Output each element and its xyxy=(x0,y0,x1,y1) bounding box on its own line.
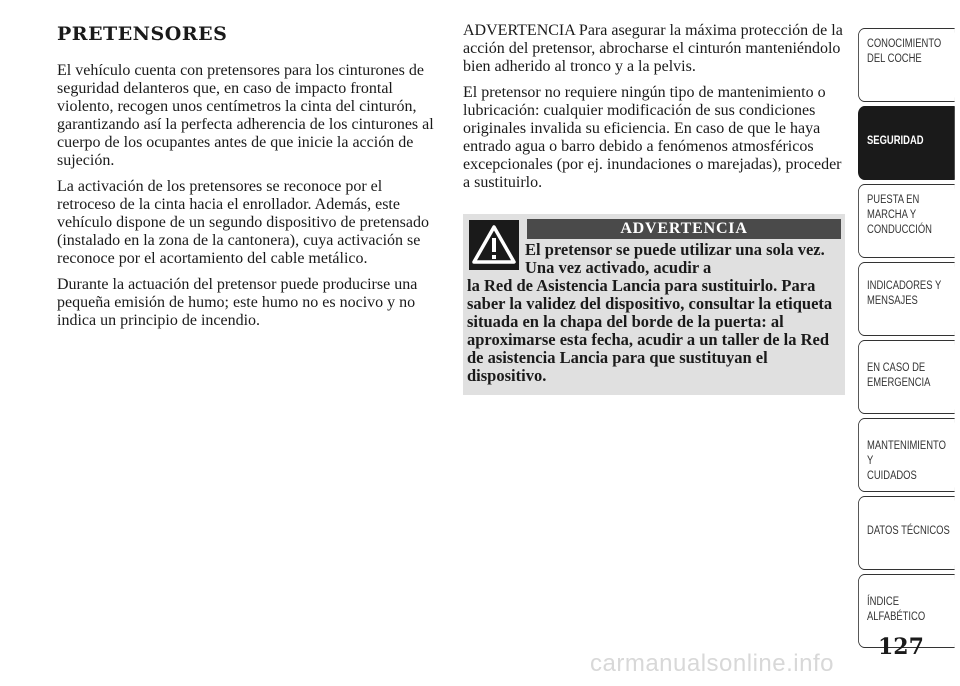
tab-emergencia[interactable]: EN CASO DE EMERGENCIA xyxy=(858,340,955,414)
warning-box xyxy=(463,214,845,395)
tab-mantenimiento[interactable]: MANTENIMIENTO Y CUIDADOS xyxy=(858,418,955,492)
page-number: 127 xyxy=(878,634,924,660)
tab-conocimiento[interactable]: CONOCIMIENTO DEL COCHE xyxy=(858,28,955,102)
warning-triangle-icon xyxy=(469,220,519,270)
tab-indice[interactable]: ÍNDICE ALFABÉTICO xyxy=(858,574,955,648)
watermark: carmanualsonline.info xyxy=(590,650,834,677)
paragraph-1: El vehículo cuenta con pretensores para los cinturones de seguridad delanteros que, en caso de impacto frontal violento, recogen unos centímetros la cinta del cinturón, garantizando así la perfecta adherencia de los cinturones al cuerpo de los ocupantes antes de que inicie la acción de sujeción. xyxy=(57,62,434,169)
paragraph-2: La activación de los pretensores se reconoce por el retroceso de la cinta hacia el enrollador. Además, este vehículo dispone de un segundo dispositivo de pretensado (instalado en la zona de la cantonera), cuya activación se reconoce por el acortamiento del cable metálico. xyxy=(57,178,429,267)
left-column xyxy=(57,22,442,338)
tab-seguridad[interactable]: SEGURIDAD xyxy=(858,106,955,180)
warning-text xyxy=(467,241,841,385)
section-title: PRETENSORES xyxy=(57,23,228,45)
paragraph-5: El pretensor no requiere ningún tipo de mantenimiento o lubricación: cualquier modificación de sus condiciones originales invalida su eficiencia. En caso de que le haya entrado agua o barro debido a fenómenos atmosféricos excepcionales (por ej. inundaciones o marejadas), proceder a sustituirlo. xyxy=(463,84,842,191)
tab-datos-tecnicos[interactable]: DATOS TÉCNICOS xyxy=(858,496,955,570)
tab-puesta-en-marcha[interactable]: PUESTA EN MARCHA Y CONDUCCIÓN xyxy=(858,184,955,258)
right-column xyxy=(463,22,845,395)
warning-text-rest: la Red de Asistencia Lancia para sustituirlo. Para saber la validez del dispositivo, consultar la etiqueta situada en la chapa del borde de la puerta: al aproximarse esta fecha, acudir a un taller de la Red de asistencia Lancia para que sustituyan el dispositivo. xyxy=(467,276,833,385)
paragraph-3: Durante la actuación del pretensor puede producirse una pequeña emisión de humo; este humo no es nocivo y no indica un principio de incendio. xyxy=(57,276,418,329)
tab-indicadores[interactable]: INDICADORES Y MENSAJES xyxy=(858,262,955,336)
warning-header: ADVERTENCIA xyxy=(527,219,841,239)
warning-text-first: El pretensor se puede utilizar una sola vez. Una vez activado, acudir a xyxy=(525,240,825,277)
paragraph-4: ADVERTENCIA Para asegurar la máxima protección de la acción del pretensor, abrocharse el cinturón manteniéndolo bien adherido al tronco y a la pelvis. xyxy=(463,22,843,75)
